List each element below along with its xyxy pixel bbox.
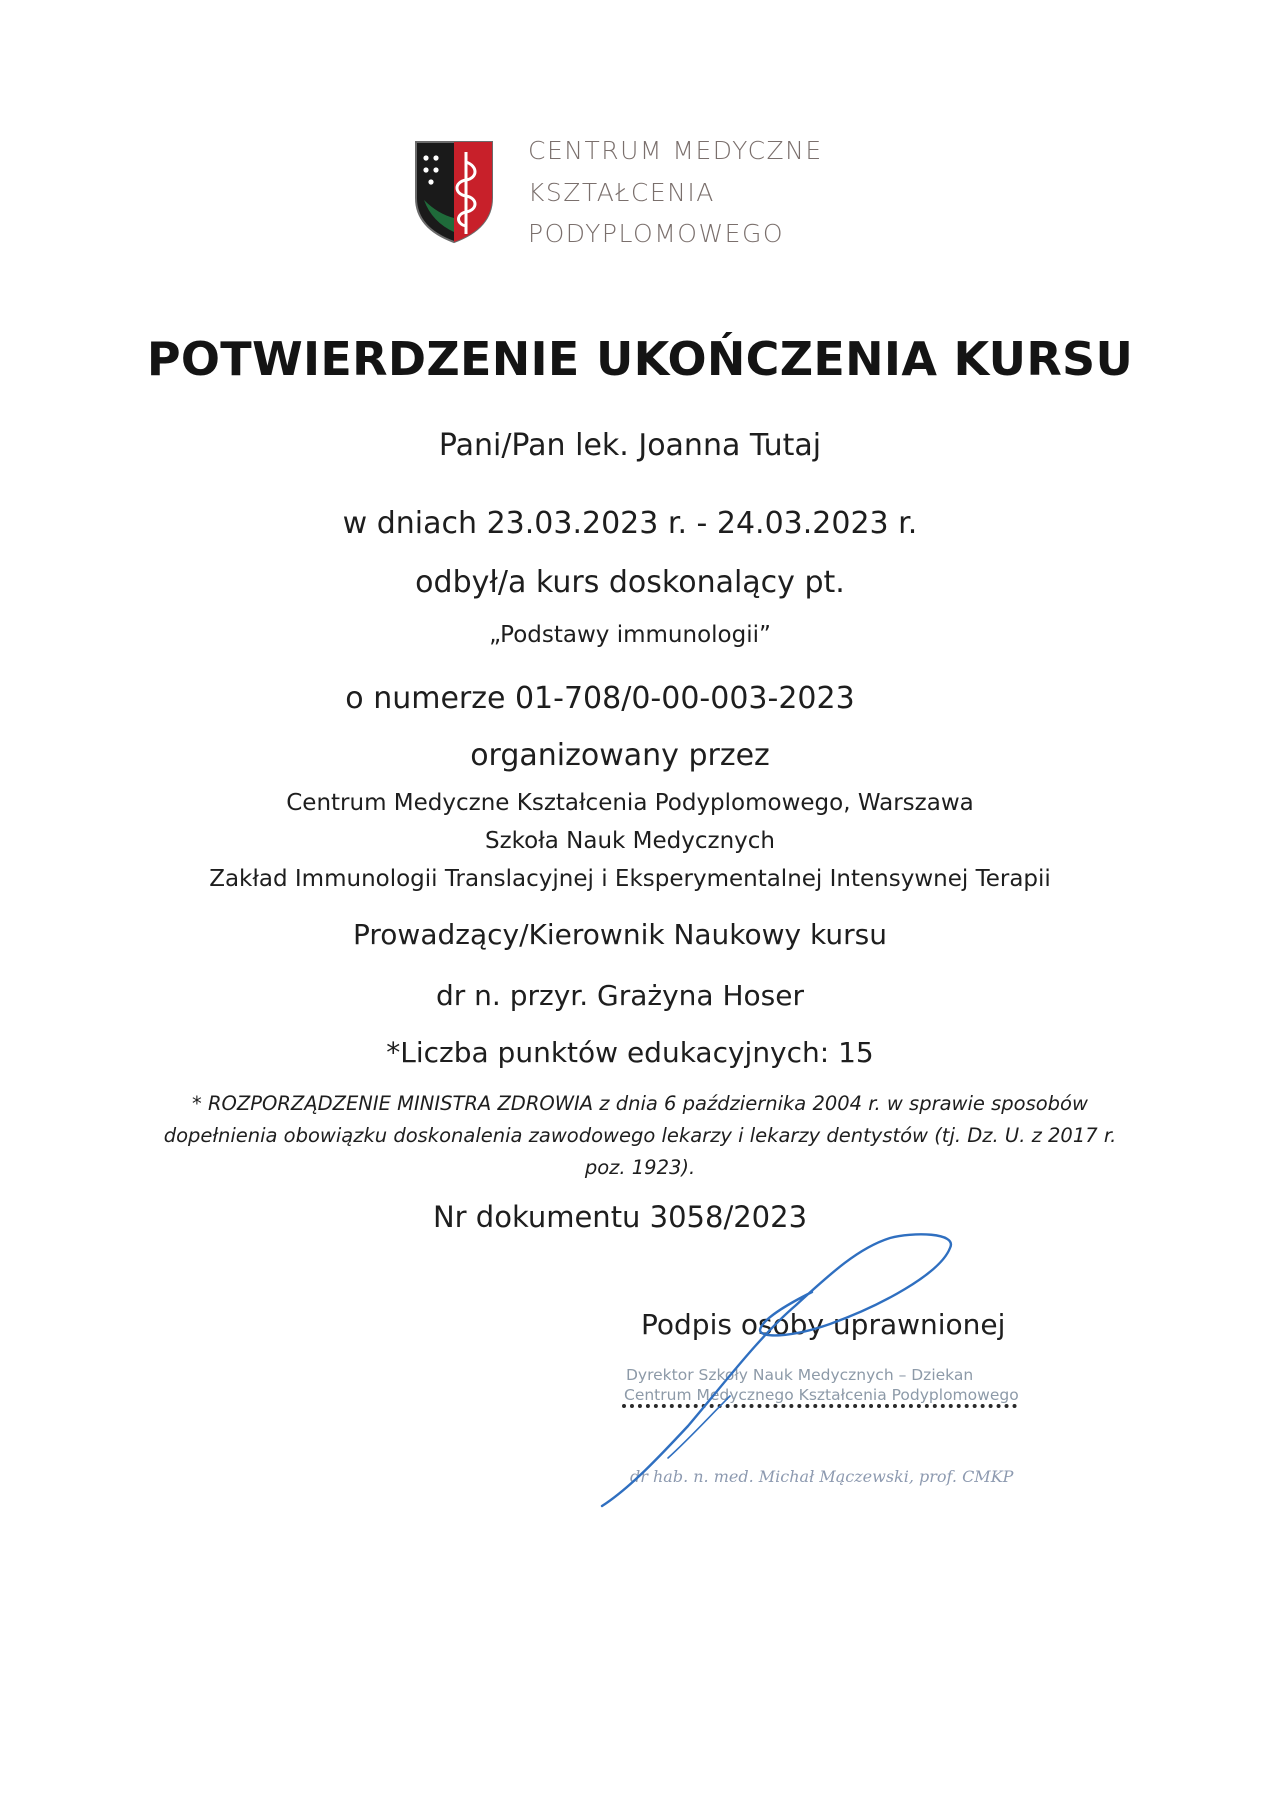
- document-title: POTWIERDZENIE UKOŃCZENIA KURSU: [146, 332, 1134, 386]
- course-number: o numerze 01-708/0-00-003-2023: [345, 681, 855, 716]
- organizer-line-2: Szkoła Nauk Medycznych: [484, 828, 776, 854]
- education-points: *Liczba punktów edukacyjnych: 15: [386, 1036, 874, 1069]
- regulation-line-3: poz. 1923).: [584, 1156, 696, 1179]
- organized-by-label: organizowany przez: [470, 738, 770, 773]
- stamp-name: dr hab. n. med. Michał Mączewski, prof. CMKP: [630, 1467, 1014, 1486]
- stamp-line-1: Dyrektor Szkoły Nauk Medycznych – Dziekan: [626, 1366, 974, 1384]
- logo-text-line1: CENTRUM MEDYCZNE: [528, 136, 823, 165]
- signature-caption: Podpis osoby uprawnionej: [641, 1308, 1006, 1341]
- course-dates: w dniach 23.03.2023 r. - 24.03.2023 r.: [342, 506, 918, 541]
- course-title: „Podstawy immunologii”: [489, 622, 771, 648]
- leader-label: Prowadzący/Kierownik Naukowy kursu: [353, 918, 887, 951]
- stamp-line-2: Centrum Medycznego Kształcenia Podyplomowego: [624, 1386, 1019, 1404]
- document-number: Nr dokumentu 3058/2023: [432, 1200, 808, 1234]
- signature-dotted-line: [622, 1404, 1017, 1408]
- participant-name: Pani/Pan lek. Joanna Tutaj: [438, 428, 822, 463]
- organizer-line-1: Centrum Medyczne Kształcenia Podyplomowego, Warszawa: [286, 790, 974, 816]
- leader-name: dr n. przyr. Grażyna Hoser: [436, 979, 804, 1012]
- regulation-line-2: dopełnienia obowiązku doskonalenia zawodowego lekarzy i lekarzy dentystów (tj. Dz. U. z 2017 r.: [163, 1124, 1117, 1147]
- regulation-footnote: [100, 1088, 1180, 1184]
- logo-text-line3: PODYPLOMOWEGO: [528, 219, 785, 248]
- organizer-line-3: Zakład Immunologii Translacyjnej i Eksperymentalnej Intensywnej Terapii: [209, 866, 1051, 892]
- logo-text-line2: KSZTAŁCENIA: [528, 178, 715, 207]
- regulation-line-1: * ROZPORZĄDZENIE MINISTRA ZDROWIA z dnia 6 października 2004 r. w sprawie sposobów: [192, 1092, 1088, 1115]
- cmkp-shield-logo-icon: [414, 140, 494, 244]
- completed-course-text: odbył/a kurs doskonalący pt.: [415, 565, 845, 600]
